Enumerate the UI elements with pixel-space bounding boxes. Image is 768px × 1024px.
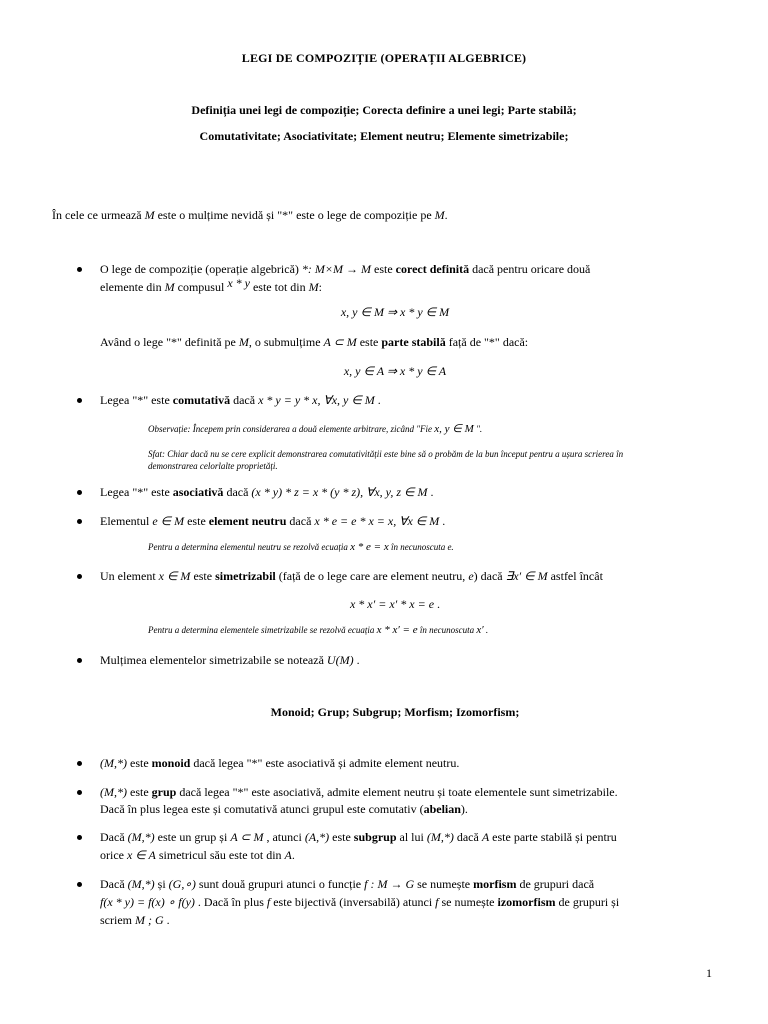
math-expression: x ∈ A — [126, 848, 156, 862]
text-segment: se numește — [414, 877, 474, 891]
text-segment: este — [371, 262, 396, 276]
text-segment: este bijectivă (inversabilă) atunci — [270, 895, 436, 909]
text-segment: este — [356, 335, 382, 349]
text-segment: dacă — [230, 393, 259, 407]
math-expression: x * x′ = e — [376, 624, 418, 636]
text-segment: Pentru a determina elementul neutru se rezolvă ecuația — [148, 542, 351, 552]
math-expression: x * e = x — [350, 541, 389, 553]
text-line — [100, 895, 619, 909]
math-expression: (A,*) — [304, 830, 330, 844]
text-segment: : — [318, 280, 322, 294]
text-segment: Un element — [100, 569, 159, 583]
text-segment: Legea — [100, 393, 133, 407]
bullet-marker — [77, 882, 82, 887]
bold-term: simetrizabil — [215, 569, 276, 583]
text-line — [100, 262, 590, 276]
text-segment: este — [148, 393, 173, 407]
text-segment: sunt două grupuri atunci o funcție — [195, 877, 365, 891]
text-segment: și — [154, 877, 169, 891]
text-segment: (față de o lege care are element neutru, — [275, 569, 469, 583]
text-segment: este — [127, 756, 152, 770]
bold-term: element neutru — [208, 514, 287, 528]
text-line — [100, 848, 295, 862]
text-segment: astfel încât — [547, 569, 603, 583]
method-note — [148, 542, 454, 553]
text-line — [100, 877, 594, 891]
text-segment: definită pe — [181, 335, 239, 349]
document-title: LEGI DE COMPOZIȚIE (OPERAȚII ALGEBRICE) — [241, 51, 527, 65]
text-segment: este — [148, 485, 173, 499]
text-segment: simetricul său este tot din — [155, 848, 285, 862]
math-expression: A — [481, 830, 490, 844]
text-segment: Dacă — [100, 830, 128, 844]
math-expression: (M,*) — [127, 830, 155, 844]
text-segment: față de — [445, 335, 485, 349]
display-formula: x, y ∈ A ⇒ x * y ∈ A — [343, 364, 447, 378]
operator-symbol: "*" — [132, 485, 149, 499]
method-note — [148, 625, 488, 636]
math-expression: M ; G — [135, 913, 164, 927]
text-segment: este — [329, 830, 354, 844]
text-segment: Pentru a determina elementele simetrizabile se rezolvă ecuația — [148, 625, 377, 635]
text-segment: este un grup și — [154, 830, 231, 844]
bold-term: izomorfism — [497, 895, 556, 909]
bullet-marker — [77, 761, 82, 766]
text-line — [100, 485, 433, 499]
text-segment: . — [427, 485, 434, 499]
text-segment: Dacă în plus legea este și comutativă atunci grupul este comutativ ( — [100, 802, 424, 816]
tip-note: demonstrarea celorlalte proprietăți. — [148, 461, 278, 471]
subtitle-line: Definiția unei legi de compoziție; Corecta definire a unei legi; Parte stabilă; — [191, 103, 577, 117]
math-expression: (M,*) — [100, 756, 127, 770]
math-expression: f(x * y) = f(x) ∘ f(y) — [100, 895, 195, 909]
text-line — [100, 393, 381, 407]
math-expression: x * y = y * x, ∀x, y ∈ M — [258, 393, 375, 407]
text-segment: Dacă — [100, 877, 128, 891]
math-expression: U(M) — [326, 653, 354, 667]
math-expression: f — [266, 895, 271, 909]
math-expression: ∃x′ ∈ M — [505, 569, 548, 583]
text-segment: este asociativă, admite element neutru și toate elementele sunt simetrizabile. — [248, 785, 618, 799]
text-segment: . — [434, 597, 441, 611]
bullet-marker — [77, 790, 82, 795]
bullet-marker — [77, 519, 82, 524]
bold-term: morfism — [473, 877, 517, 891]
text-segment: dacă: — [499, 335, 529, 349]
math-expression: x′ — [476, 624, 484, 636]
text-segment: . — [444, 208, 448, 222]
math-expression: (M,*) — [127, 877, 155, 891]
math-expression: (M,*) — [100, 785, 127, 799]
text-segment: este — [127, 785, 152, 799]
text-segment: . — [439, 514, 446, 528]
text-segment: dacă — [286, 514, 315, 528]
math-expression: M — [164, 280, 175, 294]
bullet-marker — [77, 574, 82, 579]
math-expression: *: M×M → M — [301, 262, 371, 276]
text-segment: ". — [473, 424, 483, 434]
text-line — [100, 802, 468, 816]
operator-symbol: "*" — [277, 208, 294, 222]
section-heading: Monoid; Grup; Subgrup; Morfism; Izomorfism; — [270, 705, 520, 719]
bullet-marker — [77, 658, 82, 663]
text-segment: În cele ce urmează — [52, 208, 145, 222]
text-segment: este — [184, 514, 209, 528]
text-segment: se numește — [438, 895, 498, 909]
operator-symbol: "*" — [232, 785, 249, 799]
text-line — [100, 276, 322, 294]
text-segment: orice — [100, 848, 127, 862]
display-formula — [100, 597, 690, 611]
text-segment: este parte stabilă și pentru — [489, 830, 617, 844]
text-line — [100, 569, 603, 583]
math-expression: e ∈ M — [152, 514, 185, 528]
text-segment: compusul — [174, 280, 228, 294]
text-line — [100, 335, 528, 349]
math-expression: x ∈ M — [158, 569, 191, 583]
text-segment: dacă — [223, 485, 252, 499]
text-segment: . Dacă în plus — [194, 895, 267, 909]
text-segment: scriem — [100, 913, 135, 927]
math-expression: M — [238, 335, 249, 349]
operator-symbol: "*" — [166, 335, 182, 349]
text-segment: Legea — [100, 485, 133, 499]
text-segment: dacă legea — [176, 785, 233, 799]
text-segment: , atunci — [263, 830, 305, 844]
text-segment: dacă pentru oricare două — [469, 262, 591, 276]
math-expression: x * x′ = x′ * x = e — [349, 597, 435, 611]
math-expression: M — [144, 208, 155, 222]
bullet-marker — [77, 835, 82, 840]
text-segment: , o submulțime — [248, 335, 324, 349]
display-formula: x, y ∈ M ⇒ x * y ∈ M — [340, 305, 450, 319]
math-expression: (G,∘) — [168, 877, 196, 891]
bold-term: abelian — [423, 802, 461, 816]
text-line — [100, 830, 617, 844]
operator-symbol: "*" — [132, 393, 149, 407]
text-segment: . — [291, 848, 295, 862]
text-segment: este — [190, 569, 216, 583]
text-segment: în necunoscuta — [417, 625, 477, 635]
text-segment: de grupuri dacă — [516, 877, 595, 891]
math-expression: e — [468, 569, 474, 583]
text-segment: . — [483, 625, 489, 635]
bold-term: subgrup — [353, 830, 397, 844]
math-expression: A ⊂ M — [230, 830, 264, 844]
text-segment: . — [163, 913, 170, 927]
bold-term: grup — [151, 785, 177, 799]
text-segment: de grupuri și — [555, 895, 620, 909]
bold-term: monoid — [151, 756, 191, 770]
text-segment: Având o lege — [100, 335, 167, 349]
bold-term: parte stabilă — [381, 335, 446, 349]
text-segment: ) dacă — [473, 569, 506, 583]
bold-term: corect definită — [395, 262, 470, 276]
math-expression: f — [435, 895, 439, 909]
text-segment: dacă — [453, 830, 482, 844]
bold-term: asociativă — [172, 485, 224, 499]
observation-note — [148, 424, 482, 435]
text-line — [100, 756, 459, 770]
math-expression: f : M → G — [364, 877, 415, 891]
text-segment: în necunoscuta e. — [388, 542, 454, 552]
math-expression: x * e = e * x = x, ∀x ∈ M — [314, 514, 440, 528]
bullet-marker — [77, 398, 82, 403]
text-segment: al lui — [396, 830, 427, 844]
math-expression: M — [434, 208, 445, 222]
text-segment: Mulțimea elementelor simetrizabile se notează — [100, 653, 327, 667]
text-segment: elemente din — [100, 280, 165, 294]
text-line — [100, 913, 170, 927]
subtitle-line: Comutativitate; Asociativitate; Element neutru; Elemente simetrizabile; — [199, 129, 569, 143]
tip-note: Sfat: Chiar dacă nu se cere explicit demonstrarea comutativității este bine să o probăm de la bun început pentru a ușura scrierea în — [148, 449, 624, 459]
text-line — [100, 514, 445, 528]
math-expression: A ⊂ M — [323, 335, 357, 349]
math-expression: x, y ∈ M — [434, 423, 474, 435]
text-segment: este asociativă și admite element neutru. — [262, 756, 460, 770]
math-expression: (x * y) * z = x * (y * z), ∀x, y, z ∈ M — [251, 485, 428, 499]
text-segment: este o lege de compoziție pe — [293, 208, 435, 222]
text-segment: O lege de compoziție (operație algebrică) — [100, 262, 302, 276]
page-number: 1 — [706, 966, 712, 980]
text-segment: . — [374, 393, 381, 407]
text-segment: Observație: Începem prin considerarea a două elemente arbitrare, zicând "Fie — [148, 424, 435, 434]
bullet-marker — [77, 490, 82, 495]
operator-symbol: "*" — [484, 335, 500, 349]
text-segment: ). — [460, 802, 468, 816]
math-expression: (M,*) — [426, 830, 454, 844]
bullet-marker — [77, 267, 82, 272]
operator-symbol: "*" — [246, 756, 263, 770]
text-segment: Elementul — [100, 514, 153, 528]
text-segment: . — [353, 653, 360, 667]
text-line — [100, 785, 618, 799]
text-line — [100, 653, 360, 667]
intro-paragraph — [52, 208, 448, 222]
math-expression: x * y — [227, 276, 250, 290]
text-segment: este o mulțime nevidă și — [154, 208, 278, 222]
math-expression: M — [308, 280, 319, 294]
bold-term: comutativă — [172, 393, 231, 407]
math-expression: A — [284, 848, 292, 862]
text-segment: dacă legea — [190, 756, 247, 770]
text-segment: este tot din — [249, 280, 309, 294]
